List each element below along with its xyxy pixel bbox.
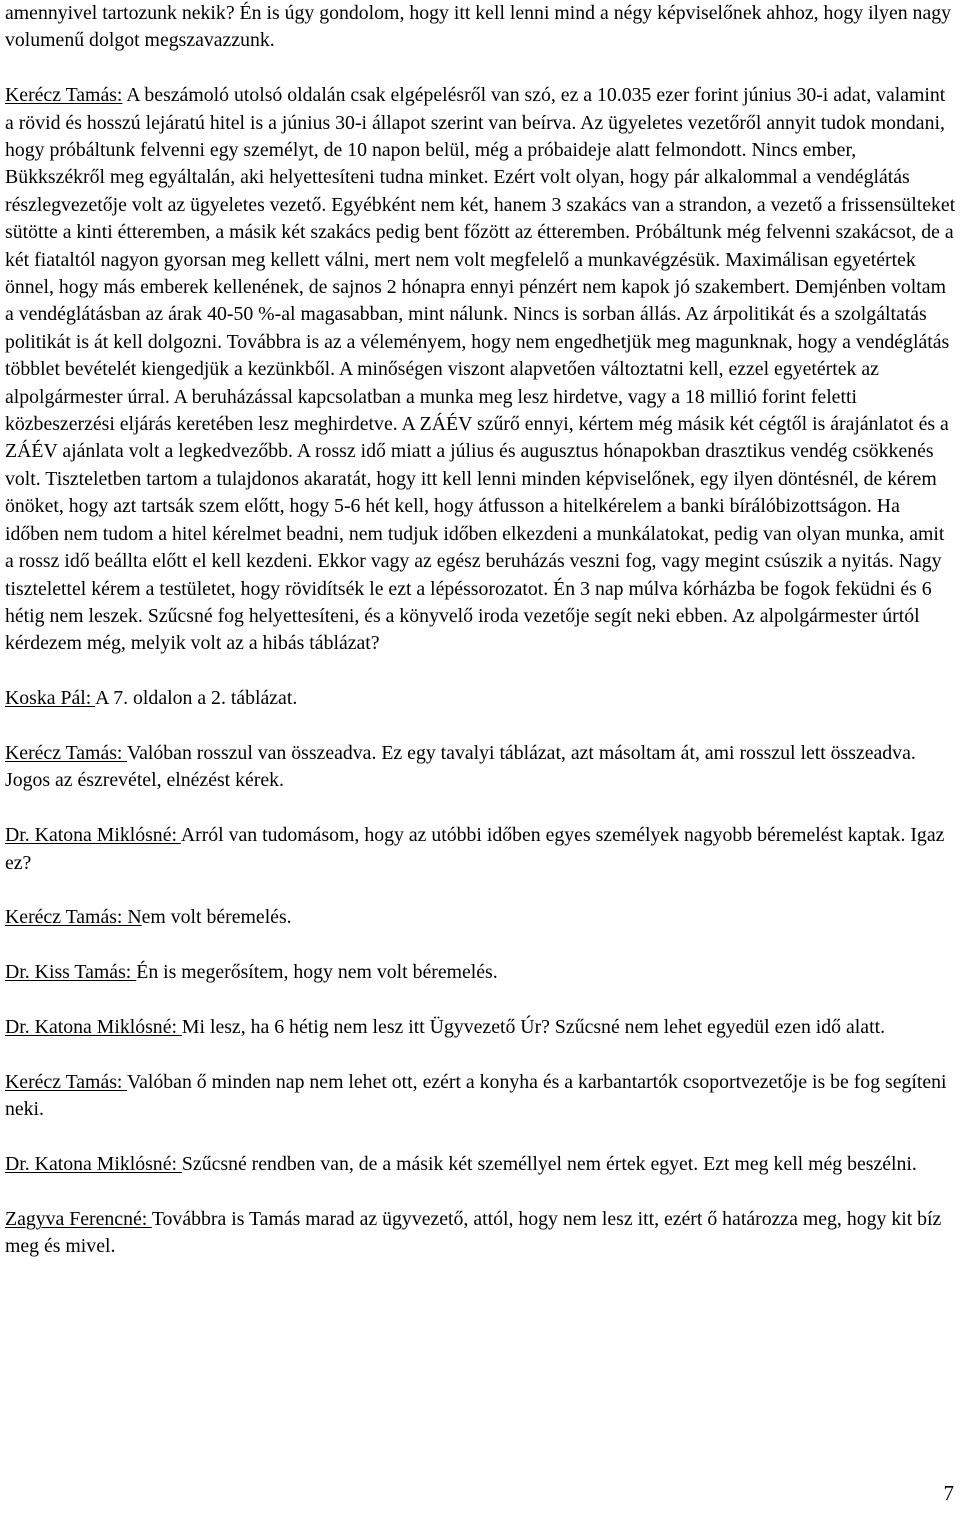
speaker-name: Kerécz Tamás: bbox=[5, 741, 128, 764]
turn-text: Szűcsné rendben van, de a másik két személlyel nem értek egyet. Ezt meg kell még beszélni. bbox=[181, 1152, 917, 1175]
paragraph-spacer bbox=[5, 932, 957, 959]
paragraph-spacer bbox=[5, 987, 957, 1014]
speaker-turn bbox=[5, 740, 957, 795]
paragraph-spacer bbox=[5, 1041, 957, 1068]
speaker-turn bbox=[5, 904, 957, 931]
speaker-name: Kerécz Tamás: bbox=[5, 84, 123, 107]
page-number: 7 bbox=[943, 1481, 954, 1505]
speaker-turn bbox=[5, 1014, 957, 1041]
paragraph-spacer bbox=[5, 877, 957, 904]
turn-text: A 7. oldalon a 2. táblázat. bbox=[95, 687, 298, 710]
document-page bbox=[5, 0, 957, 1261]
turn-text: Továbbra is Tamás marad az ügyvezető, attól, hogy nem lesz itt, ezért ő határozza meg, hogy kit bíz meg és mivel. bbox=[5, 1207, 942, 1258]
speaker-turn bbox=[5, 1151, 957, 1178]
paragraph-spacer bbox=[5, 795, 957, 822]
turn-text: Valóban ő minden nap nem lehet ott, ezért a konyha és a karbantartók csoportvezetője is be fog segíteni neki. bbox=[5, 1070, 947, 1121]
speaker-name: Koska Pál: bbox=[5, 687, 96, 710]
paragraph-spacer bbox=[5, 1178, 957, 1205]
turn-text: em volt béremelés. bbox=[141, 906, 292, 929]
speaker-turn bbox=[5, 685, 957, 712]
paragraph-spacer bbox=[5, 1124, 957, 1151]
turn-text: Arról van tudomásom, hogy az utóbbi időben egyes személyek nagyobb béremelést kaptak. Igaz ez? bbox=[5, 824, 945, 874]
speaker-turn bbox=[5, 822, 957, 877]
turn-text: Mi lesz, ha 6 hétig nem lesz itt Ügyvezető Úr? Szűcsné nem lehet egyedül ezen idő alatt. bbox=[181, 1015, 886, 1038]
turn-text: Valóban rosszul van összeadva. Ez egy tavalyi táblázat, azt másoltam át, ami rosszul lett összeadva. Jogos az észrevétel, elnézést kérek. bbox=[5, 741, 916, 792]
speaker-name: Kerécz Tamás: bbox=[5, 1070, 128, 1093]
speaker-name: Dr. Katona Miklósné: bbox=[5, 1152, 182, 1175]
speaker-name: Kerécz Tamás: N bbox=[5, 906, 142, 929]
speaker-name: Zagyva Ferencné: bbox=[5, 1207, 152, 1230]
speaker-name: Dr. Katona Miklósné: bbox=[5, 824, 181, 847]
paragraph-spacer bbox=[5, 713, 957, 740]
paragraph-spacer bbox=[5, 658, 957, 685]
speaker-turn bbox=[5, 1206, 957, 1261]
opening-paragraph bbox=[5, 0, 957, 55]
paragraph-spacer bbox=[5, 55, 957, 82]
speaker-name: Dr. Katona Miklósné: bbox=[5, 1015, 182, 1038]
speaker-turn bbox=[5, 82, 957, 658]
turn-text: A beszámoló utolsó oldalán csak elgépelésről van szó, ez a 10.035 ezer forint június 30-i adat, valamint a rövid és hosszú lejáratú hitel is a június 30-i állapot szerint van beírva. Az ügyeletes vezetőről annyit tudok mondani, hogy próbáltunk felvenni egy személyt, de 10 napon belül, még a próbaideje alatt felmondott. Nincs ember, Bükkszékről meg egyáltalán, aki helyettesíteni tudna minket. Ezért volt olyan, hogy pár alkalommal a vendéglátás részlegvezetője volt az ügyeletes vezető. Egyébként nem két, hanem 3 szakács van a strandon, a vezető a frissensülteket sütötte a kinti étteremben, a másik két szakács pedig bent főzött az étteremben. Próbáltunk még felvenni szakácsot, de a két fiataltól nagyon gyorsan meg kellett válni, mert nem volt megfelelő a munkavégzésük. Maximálisan egyetértek önnel, hogy más emberek kellenének, de sajnos 2 hónapra ennyi pénzért nem kapok jó szakembert. Demjénben voltam a vendéglátásban az árak 40-50 %-al magasabban, mint nálunk. Nincs is sorban állás. Az árpolitikát és a szolgáltatás politikát is át kell dolgozni. Továbbra is az a véleményem, hogy nem engedhetjük meg magunknak, hogy a vendéglátás többlet bevételét kiengedjük a kezünkből. A minőségen viszont alapvetően változtatni kell, ezzel egyetértek az alpolgármester úrral. A beruházással kapcsolatban a munka meg lesz hirdetve, vagy a 18 millió forint feletti közbeszerzési eljárás keretében lesz meghirdetve. A ZÁÉV szűrő ennyi, kértem még másik két cégtől is árajánlatot és a ZÁÉV ajánlata volt a legkedvezőbb. A rossz idő miatt a július és augusztus hónapokban drasztikus vendég csökkenés volt. Tiszteletben tartom a tulajdonos akaratát, hogy itt kell lenni minden képviselőnek, egy ilyen döntésnél, de kérem önöket, hogy azt tartsák szem előtt, hogy 5-6 hét kell, hogy átfusson a hitelkérelem a banki bírálóbizottságon. Ha időben nem tudom a hitel kérelmet beadni, nem tudjuk időben elkezdeni a munkálatokat, pedig van olyan munka, amit a rossz idő beállta előtt el kell kezdeni. Ekkor vagy az egész beruházás veszni fog, vagy megint csúszik a nyitás. Nagy tisztelettel kérem a testületet, hogy rövidítsék le ezt a lépéssorozatot. Én 3 nap múlva kórházba be fogok feküdni és 6 hétig nem leszek. Szűcsné fog helyettesíteni, és a könyvelő iroda vezetője segít neki ebben. Az alpolgármester úrtól kérdezem még, melyik volt az a hibás táblázat? bbox=[5, 84, 956, 655]
paragraph-text: amennyivel tartozunk nekik? Én is úgy gondolom, hogy itt kell lenni mind a négy képviselőnek ahhoz, hogy ilyen nagy volumenű dolgot megszavazzunk. bbox=[5, 2, 952, 52]
speaker-turn bbox=[5, 1069, 957, 1124]
turn-text: Én is megerősítem, hogy nem volt béremelés. bbox=[136, 961, 498, 984]
speaker-name: Dr. Kiss Tamás: bbox=[5, 961, 137, 984]
speaker-turn bbox=[5, 959, 957, 986]
